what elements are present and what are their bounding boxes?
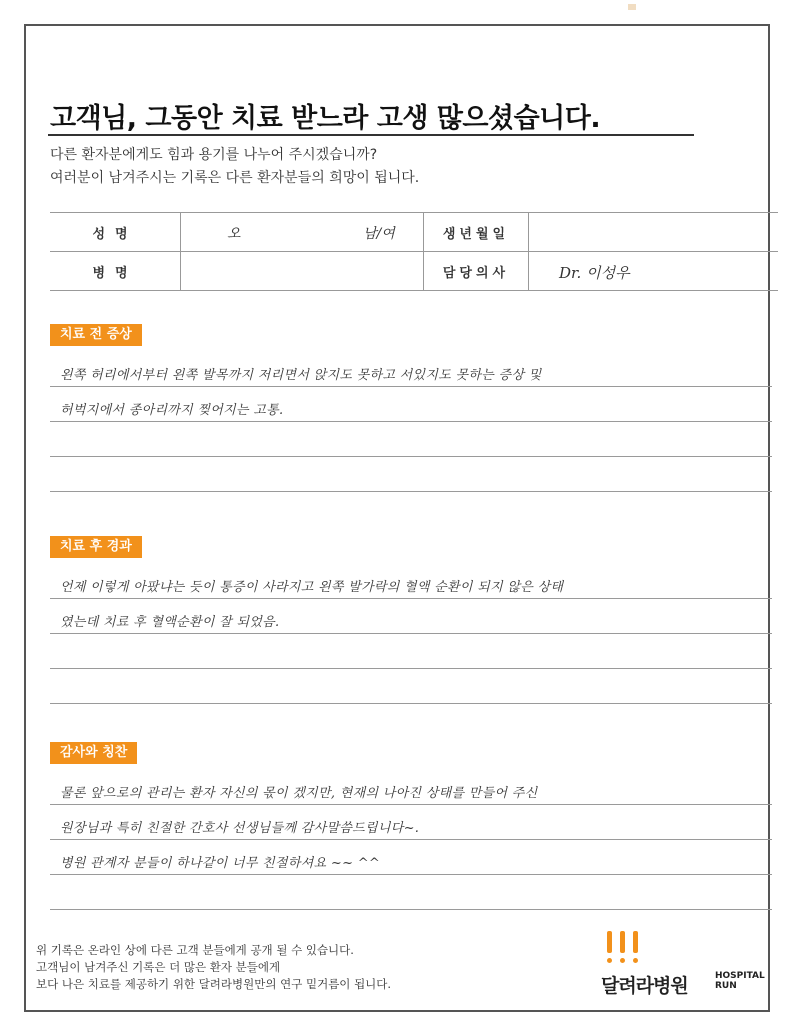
section-label-thanks: 감사와 칭찬 [50, 742, 137, 764]
handwritten-text: 언제 이렇게 아팠냐는 듯이 통증이 사라지고 왼쪽 발가락의 혈액 순환이 되지 않은 상태 [60, 580, 564, 595]
footer-line-2: 고객님이 남겨주신 기록은 더 많은 환자 분들에게 [36, 960, 281, 974]
doctor-cell[interactable] [529, 252, 779, 291]
section-label-before: 치료 전 증상 [50, 324, 142, 346]
footer-line-3: 보다 나은 치료를 제공하기 위한 달려라병원만의 연구 밑거름이 됩니다. [36, 977, 392, 991]
section-thanks-lines [50, 770, 772, 910]
form-frame [24, 24, 770, 1012]
writing-line[interactable] [50, 457, 772, 492]
writing-line[interactable] [50, 564, 772, 599]
logo-sub [715, 971, 765, 991]
handwritten-text: 왼쪽 허리에서부터 왼쪽 발목까지 저리면서 앉지도 못하고 서있지도 못하는 증상 및 [60, 368, 542, 383]
disease-label: 병명 [50, 252, 181, 291]
handwritten-text: 병원 관계자 분들이 하나같이 너무 친절하셔요 ~~ ^^ [60, 856, 381, 871]
name-cell[interactable] [181, 213, 424, 252]
handwritten-text: 물론 앞으로의 관리는 환자 자신의 몫이 겠지만, 현재의 나아진 상태를 만들어 주신 [60, 786, 538, 801]
handwritten-text: 허벅지에서 종아리까지 찢어지는 고통. [60, 403, 284, 418]
intro-text [50, 144, 419, 190]
section-before-lines [50, 352, 772, 492]
disease-value[interactable] [181, 252, 424, 291]
writing-line[interactable] [50, 599, 772, 634]
dob-value[interactable] [529, 213, 779, 252]
footer-notice [36, 942, 391, 993]
writing-line[interactable] [50, 387, 772, 422]
name-value: 오 [227, 226, 241, 242]
title-underline [48, 134, 694, 136]
section-after-lines [50, 564, 772, 704]
page-title: 고객님, 그동안 치료 받느라 고생 많으셨습니다. [50, 103, 601, 134]
handwritten-text: 원장님과 특히 친절한 간호사 선생님들께 감사말씀드립니다~. [60, 821, 420, 836]
intro-line-2: 여러분이 남겨주시는 기록은 다른 환자분들의 희망이 됩니다. [50, 170, 420, 186]
writing-line[interactable] [50, 422, 772, 457]
writing-line[interactable] [50, 669, 772, 704]
logo-sub-1: HOSPITAL [715, 971, 765, 981]
writing-line[interactable] [50, 805, 772, 840]
doctor-value: Dr. 이성우 [559, 264, 630, 282]
handwritten-text: 였는데 치료 후 혈액순환이 잘 되었음. [60, 615, 280, 630]
writing-line[interactable] [50, 770, 772, 805]
footer-line-1: 위 기록은 온라인 상에 다른 고객 분들에게 공개 될 수 있습니다. [36, 943, 354, 957]
doctor-label: 담당의사 [424, 252, 529, 291]
logo-brand: 달려라병원 [601, 975, 688, 997]
writing-line[interactable] [50, 352, 772, 387]
intro-line-1: 다른 환자분에게도 힘과 용기를 나누어 주시겠습니까? [50, 147, 378, 163]
dob-label: 생년월일 [424, 213, 529, 252]
info-row-1 [50, 213, 778, 252]
writing-line[interactable] [50, 875, 772, 910]
gender-value: 남/여 [363, 226, 395, 242]
writing-line[interactable] [50, 634, 772, 669]
patient-info-table [50, 212, 778, 291]
scan-mark [628, 4, 636, 10]
hospital-logo [601, 931, 765, 1006]
logo-sub-2: RUN [715, 981, 737, 991]
name-label: 성명 [50, 213, 181, 252]
writing-line[interactable] [50, 840, 772, 875]
info-row-2 [50, 252, 778, 291]
exclamation-icon [601, 931, 761, 953]
section-label-after: 치료 후 경과 [50, 536, 142, 558]
